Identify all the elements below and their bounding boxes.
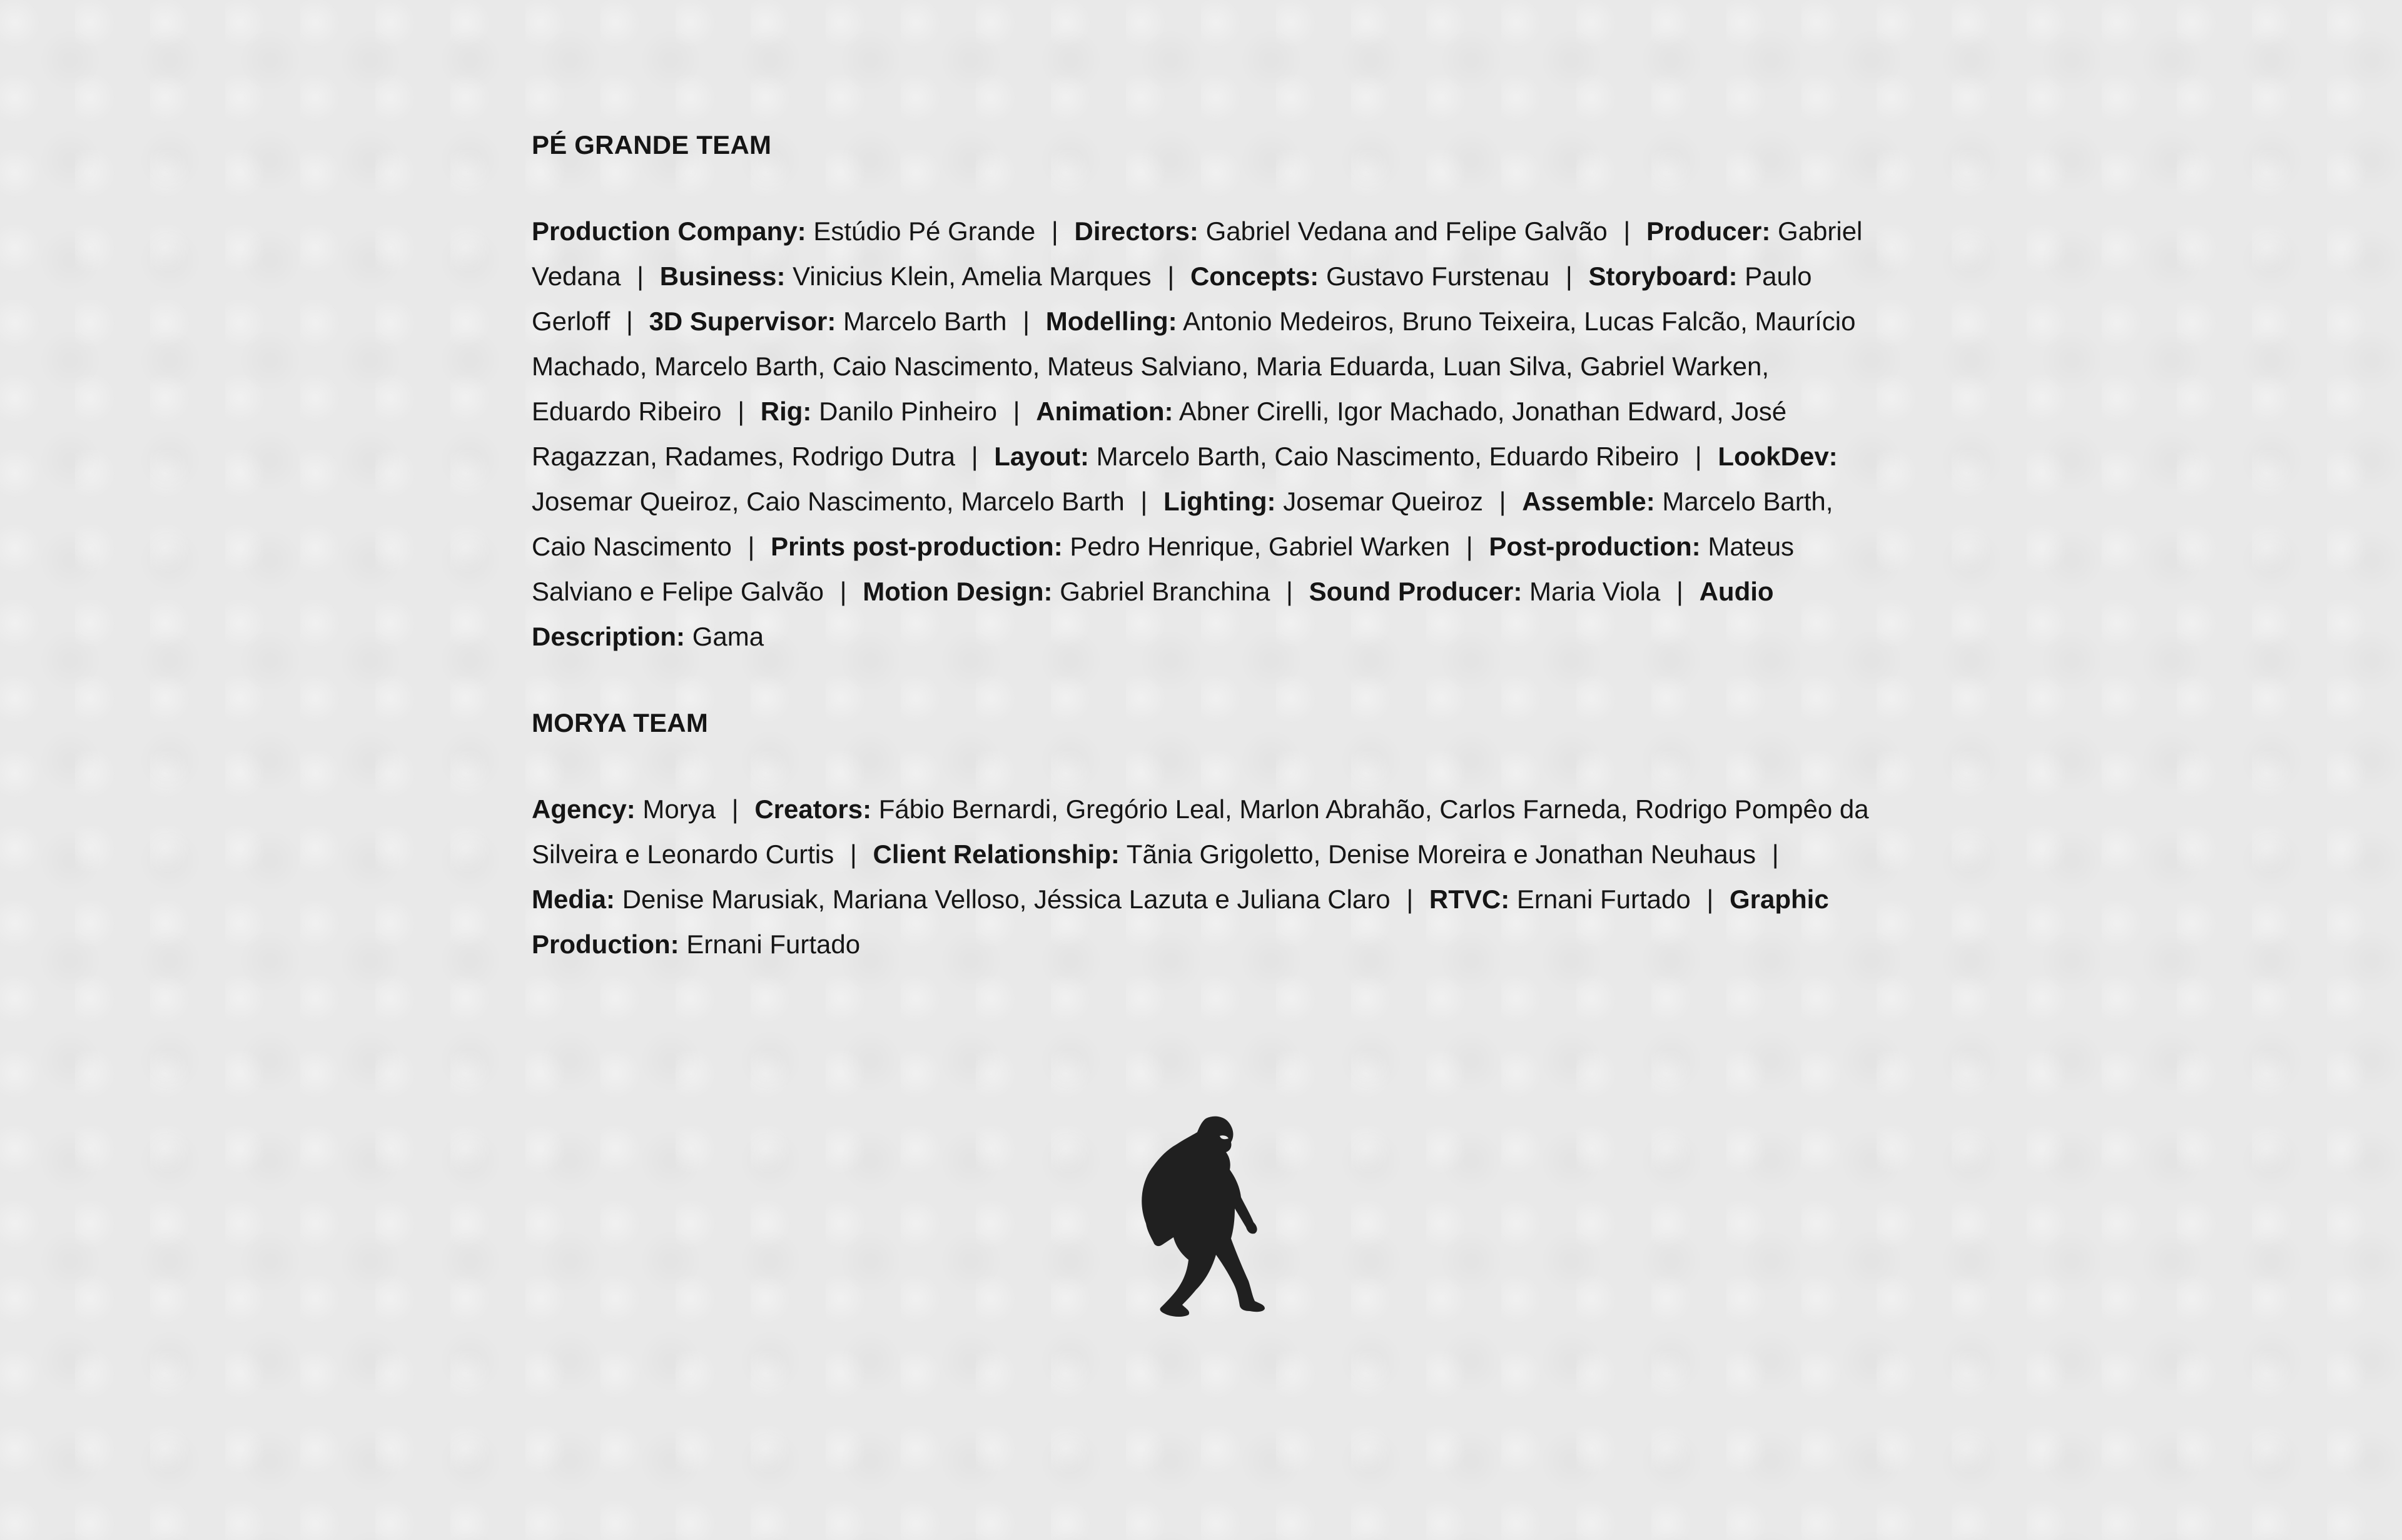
credit-names: Tãnia Grigoletto, Denise Moreira e Jonathan Neuhaus — [1126, 839, 1756, 869]
credit-separator: | — [1406, 884, 1414, 914]
credit-separator: | — [747, 532, 755, 561]
credit-entry — [771, 532, 1450, 561]
credit-entry — [1163, 487, 1483, 516]
credit-separator: | — [731, 794, 739, 824]
credit-names: Mateus Salviano e Felipe Galvão — [532, 532, 1795, 606]
credit-separator: | — [737, 397, 745, 426]
credit-separator: | — [1013, 397, 1020, 426]
credit-separator: | — [1771, 839, 1779, 869]
bigfoot-body-shape — [1142, 1117, 1265, 1317]
pe-grande-team-title: PÉ GRANDE TEAM — [532, 130, 772, 160]
morya-team-title: MORYA TEAM — [532, 708, 709, 737]
credit-role: Creators: — [754, 794, 872, 824]
credit-role: Motion Design: — [863, 577, 1053, 606]
pe-grande-team-section — [532, 123, 1870, 659]
credit-role: Business: — [659, 261, 786, 291]
credit-role: Audio Description: — [532, 577, 1774, 651]
credit-role: Assemble: — [1522, 487, 1655, 516]
credit-names: Morya — [642, 794, 716, 824]
credit-separator: | — [1051, 216, 1058, 246]
credit-names: Fábio Bernardi, Gregório Leal, Marlon Abrahão, Carlos Farneda, Rodrigo Pompêo da Silveira e Leonardo Curtis — [532, 794, 1869, 869]
credit-separator: | — [1676, 577, 1683, 606]
credit-role: Rig: — [760, 397, 812, 426]
credit-separator: | — [1623, 216, 1631, 246]
credit-entry — [873, 839, 1756, 869]
credits-container — [532, 123, 1870, 967]
credit-entry — [1429, 884, 1691, 914]
credit-names: Vinicius Klein, Amelia Marques — [793, 261, 1152, 291]
credit-names: Pedro Henrique, Gabriel Warken — [1070, 532, 1451, 561]
credit-names: Gabriel Vedana — [532, 216, 1863, 291]
credit-role: Agency: — [532, 794, 636, 824]
credit-names: Marcelo Barth, Caio Nascimento, Eduardo Ribeiro — [1096, 442, 1680, 471]
morya-credits-text — [532, 787, 1870, 967]
credit-separator: | — [626, 306, 633, 336]
credit-entry — [1075, 216, 1608, 246]
credit-separator: | — [1706, 884, 1714, 914]
credit-entry — [994, 442, 1679, 471]
credit-names: Danilo Pinheiro — [819, 397, 997, 426]
credit-entry — [1309, 577, 1661, 606]
credit-entry — [761, 397, 997, 426]
credit-names: Antonio Medeiros, Bruno Teixeira, Lucas Falcão, Maurício Machado, Marcelo Barth, Caio Nascimento, Mateus Salviano, Maria Eduarda, Luan Silva, Gabriel Warken, Eduardo Ribeiro — [532, 306, 1856, 426]
credit-names: Josemar Queiroz, Caio Nascimento, Marcelo Barth — [532, 487, 1125, 516]
credit-separator: | — [1286, 577, 1293, 606]
credit-names: Ernani Furtado — [1516, 884, 1691, 914]
credit-role: Storyboard: — [1588, 261, 1738, 291]
credit-separator: | — [1140, 487, 1148, 516]
credit-role: Lighting: — [1163, 487, 1276, 516]
credit-entry — [532, 216, 1035, 246]
credit-role: Media: — [532, 884, 616, 914]
credit-separator: | — [1167, 261, 1175, 291]
credit-role: Directors: — [1074, 216, 1198, 246]
credit-separator: | — [1023, 306, 1030, 336]
credit-role: Producer: — [1646, 216, 1771, 246]
credit-names: Denise Marusiak, Mariana Velloso, Jéssica Lazuta e Juliana Claro — [622, 884, 1391, 914]
credit-names: Paulo Gerloff — [532, 261, 1812, 336]
credit-role: Sound Producer: — [1309, 577, 1523, 606]
credit-names: Maria Viola — [1529, 577, 1661, 606]
credit-entry — [649, 306, 1007, 336]
credit-names: Marcelo Barth — [843, 306, 1007, 336]
credit-names: Abner Cirelli, Igor Machado, Jonathan Edward, José Ragazzan, Radames, Rodrigo Dutra — [532, 397, 1787, 471]
credit-role: Animation: — [1036, 397, 1173, 426]
morya-team-section — [532, 701, 1870, 967]
credit-names: Gustavo Furstenau — [1325, 261, 1550, 291]
credit-entry — [1190, 261, 1549, 291]
credit-separator: | — [1565, 261, 1573, 291]
credit-separator: | — [1695, 442, 1702, 471]
credit-separator: | — [1499, 487, 1506, 516]
credit-separator: | — [839, 577, 847, 606]
credit-role: Modelling: — [1045, 306, 1177, 336]
credit-entry — [532, 884, 1391, 914]
credit-names: Ernani Furtado — [686, 930, 861, 959]
credit-names: Josemar Queiroz — [1283, 487, 1483, 516]
credit-role: Post-production: — [1489, 532, 1701, 561]
credit-role: Graphic Production: — [532, 884, 1829, 959]
credit-entry — [660, 261, 1152, 291]
pe-grande-credits-text — [532, 209, 1870, 659]
credit-entry — [863, 577, 1270, 606]
credit-role: RTVC: — [1429, 884, 1510, 914]
credit-role: LookDev: — [1718, 442, 1838, 471]
credit-entry — [532, 794, 716, 824]
credit-role: Concepts: — [1190, 261, 1319, 291]
credit-separator: | — [637, 261, 644, 291]
credit-role: Layout: — [994, 442, 1089, 471]
bigfoot-silhouette-icon — [1126, 1113, 1270, 1320]
credit-names: Gabriel Branchina — [1060, 577, 1270, 606]
credit-names: Estúdio Pé Grande — [813, 216, 1036, 246]
credit-role: Client Relationship: — [873, 839, 1120, 869]
credit-role: Production Company: — [532, 216, 806, 246]
credit-separator: | — [971, 442, 978, 471]
credit-names: Gabriel Vedana and Felipe Galvão — [1205, 216, 1608, 246]
credit-role: Prints post-production: — [771, 532, 1063, 561]
credit-names: Gama — [692, 622, 764, 651]
credit-role: 3D Supervisor: — [649, 306, 836, 336]
credit-separator: | — [1466, 532, 1473, 561]
credit-names: Marcelo Barth, Caio Nascimento — [532, 487, 1833, 561]
credit-separator: | — [849, 839, 857, 869]
